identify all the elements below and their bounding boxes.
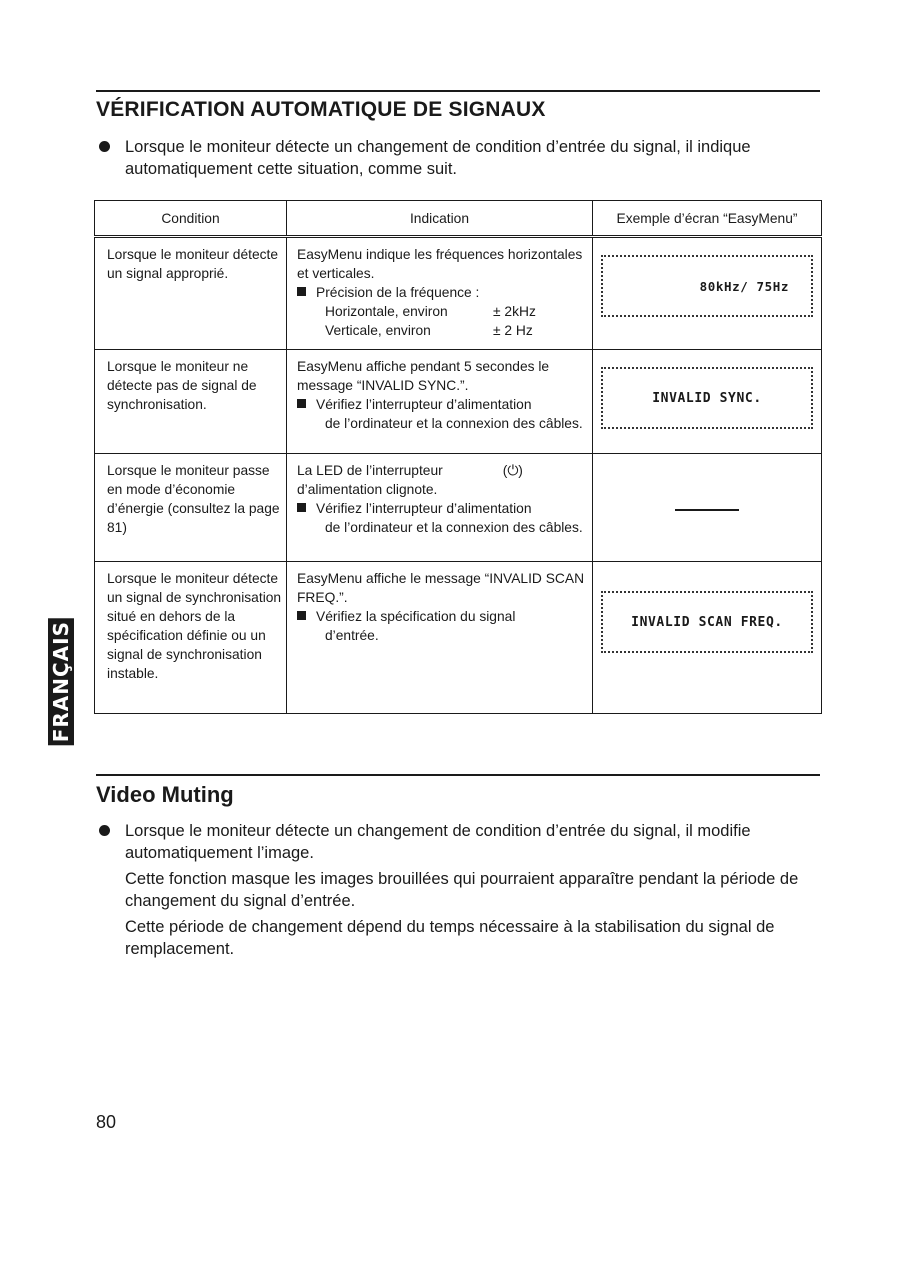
bullet-continuation: de l’ordinateur et la connexion des câbles.	[325, 520, 583, 535]
section-paragraph-2: Cette fonction masque les images brouillées qui pourraient apparaître pendant la période de changement du signal d’entrée.	[125, 870, 799, 910]
indication-continuation: d’alimentation clignote.	[297, 482, 438, 497]
indication-text: EasyMenu affiche le message “INVALID SCAN FREQ.”.	[297, 571, 585, 605]
table-row	[95, 562, 822, 714]
side-tab-label: FRANÇAIS	[48, 618, 74, 745]
section-paragraph-1: Lorsque le moniteur détecte un changement de condition d’entrée du signal, il modifie automatiquement l’image.	[125, 822, 751, 862]
square-bullet-icon	[297, 399, 306, 408]
square-bullet-icon	[297, 503, 306, 512]
condition-text: Lorsque le moniteur passe en mode d’économie d’énergie (consultez la page 81)	[107, 463, 280, 535]
page-number: 80	[96, 1112, 117, 1132]
bullet-continuation: de l’ordinateur et la connexion des câbles.	[325, 416, 583, 431]
table-header-row	[95, 201, 822, 237]
condition-text: Lorsque le moniteur ne détecte pas de signal de synchronisation.	[107, 359, 257, 412]
indication-text: EasyMenu indique les fréquences horizontales et verticales.	[297, 247, 583, 281]
page-title: VÉRIFICATION AUTOMATIQUE DE SIGNAUX	[96, 98, 546, 121]
section-rule	[96, 774, 820, 776]
indication-cell	[287, 245, 592, 340]
table-row	[95, 237, 822, 350]
square-bullet-icon	[297, 287, 306, 296]
bullet-continuation: d’entrée.	[325, 628, 379, 643]
table-row	[95, 454, 822, 562]
indication-cell	[287, 461, 592, 537]
header-example: Exemple d’écran “EasyMenu”	[593, 201, 822, 237]
table-row	[95, 350, 822, 454]
screen-example: INVALID SYNC.	[601, 367, 813, 429]
indication-cell	[287, 357, 592, 433]
top-rule	[96, 90, 820, 92]
language-side-tab	[38, 620, 84, 744]
header-condition: Condition	[95, 201, 287, 237]
square-bullet-icon	[297, 611, 306, 620]
dash-mark	[675, 509, 739, 511]
condition-text: Lorsque le moniteur détecte un signal de synchronisation situé en dehors de la spécification définie ou un signal de synchronisation instable.	[107, 571, 282, 681]
section-title: Video Muting	[96, 782, 234, 807]
section-paragraph-3: Cette période de changement dépend du temps nécessaire à la stabilisation du signal de remplacement.	[125, 918, 775, 958]
bullet-item: Précision de la fréquence :	[297, 283, 586, 302]
indication-text: EasyMenu affiche pendant 5 secondes le message “INVALID SYNC.”.	[297, 359, 550, 393]
power-icon: (⏻)	[502, 463, 523, 478]
bullet-item: Vérifiez l’interrupteur d’alimentation	[297, 499, 586, 518]
signal-table	[94, 200, 822, 714]
indication-text: La LED de l’interrupteur (⏻)	[297, 463, 523, 478]
header-indication: Indication	[287, 201, 593, 237]
bullet-item: Vérifiez l’interrupteur d’alimentation	[297, 395, 586, 414]
intro-paragraph: Lorsque le moniteur détecte un changement de condition d’entrée du signal, il indique automatiquement cette situation, comme suit.	[125, 138, 751, 178]
bullet-item: Vérifiez la spécification du signal	[297, 607, 586, 626]
bullet-dot	[99, 141, 110, 152]
screen-example: INVALID SCAN FREQ.	[601, 591, 813, 653]
condition-text: Lorsque le moniteur détecte un signal approprié.	[107, 247, 279, 281]
indication-cell	[287, 569, 592, 645]
tolerance-horizontal: Horizontale, environ ± 2kHz	[325, 304, 536, 319]
tolerance-vertical: Verticale, environ ± 2 Hz	[325, 323, 533, 338]
bullet-dot	[99, 825, 110, 836]
screen-example: 80kHz/ 75Hz	[601, 255, 813, 317]
